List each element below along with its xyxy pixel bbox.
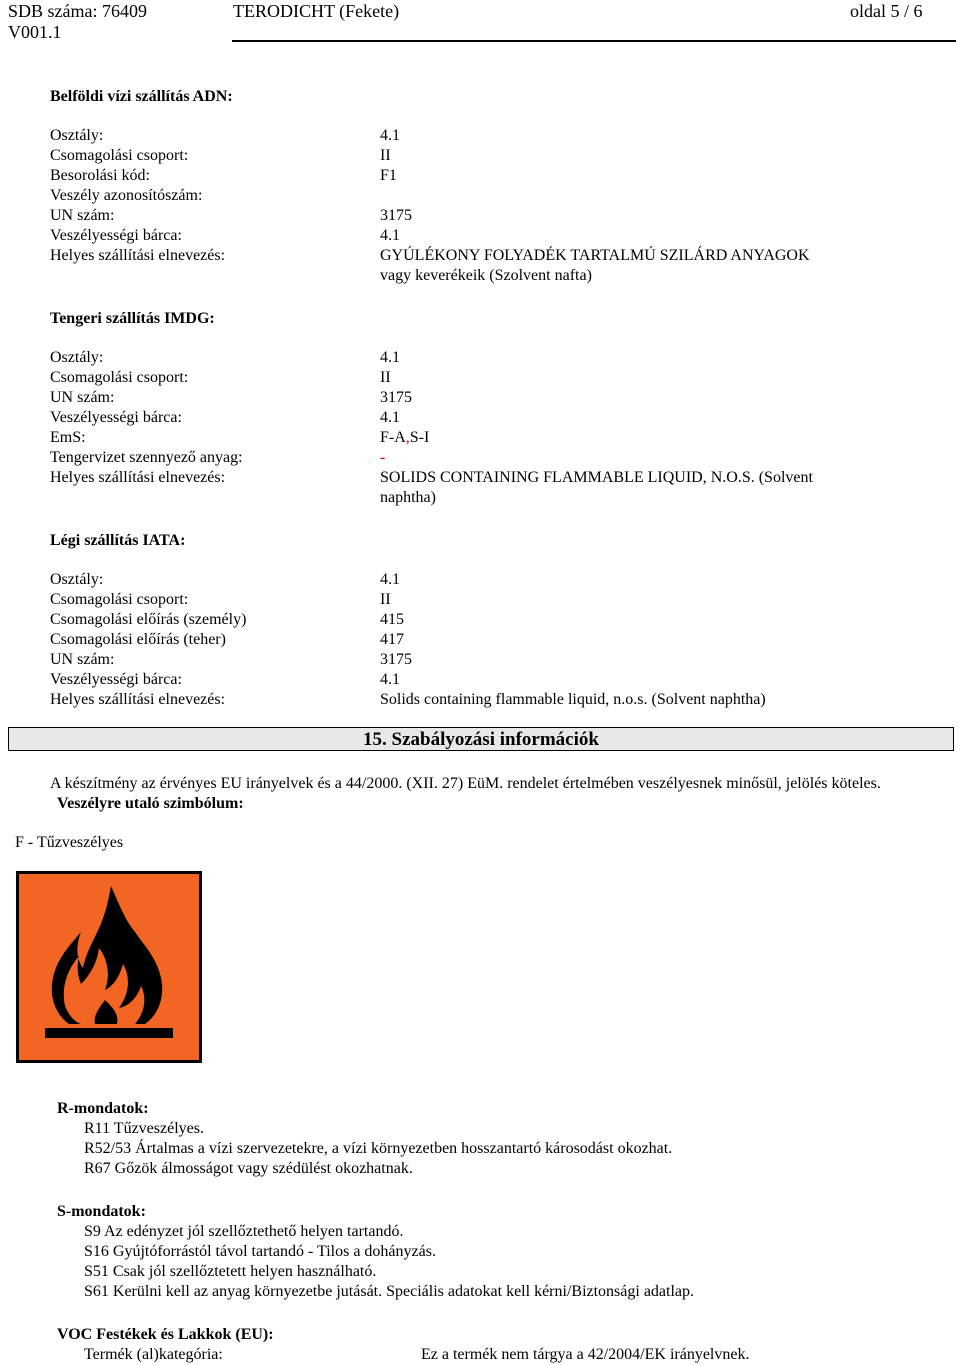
- imdg-value: SOLIDS CONTAINING FLAMMABLE LIQUID, N.O.S. (Solvent: [380, 469, 813, 486]
- product-name: TERODICHT (Fekete): [233, 1, 400, 21]
- ems-part-b: S-I: [409, 429, 430, 446]
- adn-label: Csomagolási csoport:: [50, 147, 189, 164]
- imdg-value: [380, 448, 385, 468]
- regulatory-intro: A készítmény az érvényes EU irányelvek és a 44/2000. (XII. 27) EüM. rendelet értelmében veszélyesnek minősül, jelölés köteles.: [50, 775, 881, 792]
- imdg-row: [50, 348, 930, 368]
- adn-label: Besorolási kód:: [50, 167, 150, 184]
- page-number: oldal 5 / 6: [850, 1, 923, 21]
- adn-row: [50, 206, 930, 226]
- adn-row: [50, 166, 930, 186]
- r-phrase: R67 Gőzök álmosságot vagy szédülést okozhatnak.: [84, 1160, 413, 1177]
- imdg-row: [50, 448, 930, 468]
- imdg-row: [50, 368, 930, 388]
- iata-row: [50, 670, 930, 690]
- adn-row: [50, 226, 930, 246]
- sdb-number: SDB száma: 76409: [8, 1, 147, 21]
- iata-value: 4.1: [380, 671, 400, 688]
- iata-value: II: [380, 591, 391, 608]
- s-phrase: S51 Csak jól szellőztetett helyen használható.: [84, 1263, 377, 1280]
- adn-row-continued: [50, 266, 930, 286]
- iata-heading: Légi szállítás IATA:: [50, 532, 186, 549]
- adn-label: Osztály:: [50, 127, 104, 144]
- iata-row: [50, 690, 930, 710]
- iata-value: 4.1: [380, 571, 400, 588]
- adn-value: 4.1: [380, 227, 400, 244]
- iata-value: Solids containing flammable liquid, n.o.s. (Solvent naphtha): [380, 691, 766, 708]
- r-phrases-heading: R-mondatok:: [57, 1100, 149, 1117]
- adn-value: F1: [380, 167, 397, 184]
- imdg-row: [50, 468, 930, 488]
- imdg-label: UN szám:: [50, 389, 115, 406]
- iata-row: [50, 610, 930, 630]
- adn-row: [50, 146, 930, 166]
- iata-label: Csomagolási csoport:: [50, 591, 189, 608]
- adn-value: GYÚLÉKONY FOLYADÉK TARTALMÚ SZILÁRD ANYAGOK: [380, 247, 810, 264]
- imdg-label: Helyes szállítási elnevezés:: [50, 469, 226, 486]
- s-phrase: S9 Az edényzet jól szellőztethető helyen tartandó.: [84, 1223, 404, 1240]
- flame-pictogram-icon: [19, 874, 199, 1060]
- iata-label: Csomagolási előírás (teher): [50, 631, 226, 648]
- adn-label: UN szám:: [50, 207, 115, 224]
- voc-label: Termék (al)kategória:: [84, 1346, 223, 1363]
- iata-label: Helyes szállítási elnevezés:: [50, 691, 226, 708]
- iata-label: Veszélyességi bárca:: [50, 671, 182, 688]
- ems-separator: ,: [405, 429, 410, 446]
- adn-value: II: [380, 147, 391, 164]
- adn-label: Veszélyességi bárca:: [50, 227, 182, 244]
- imdg-value: 4.1: [380, 409, 400, 426]
- iata-value: 417: [380, 631, 404, 648]
- adn-row: [50, 246, 930, 266]
- iata-value: 415: [380, 611, 404, 628]
- imdg-label: Csomagolási csoport:: [50, 369, 189, 386]
- imdg-row: [50, 408, 930, 428]
- imdg-label: Veszélyességi bárca:: [50, 409, 182, 426]
- flame-pictogram: [16, 871, 202, 1063]
- adn-row: [50, 186, 930, 206]
- iata-row: [50, 590, 930, 610]
- iata-value: 3175: [380, 651, 412, 668]
- imdg-row: [50, 428, 930, 448]
- adn-value: 3175: [380, 207, 412, 224]
- s-phrase: S61 Kerülni kell az anyag környezetbe jutását. Speciális adatokat kell kérni/Biztonsági adatlap.: [84, 1283, 695, 1300]
- iata-label: UN szám:: [50, 651, 115, 668]
- ems-part-a: F-A: [380, 429, 406, 446]
- adn-heading: Belföldi vízi szállítás ADN:: [50, 88, 233, 105]
- iata-row: [50, 650, 930, 670]
- adn-label: Helyes szállítási elnevezés:: [50, 247, 226, 264]
- hazard-symbol-heading: Veszélyre utaló szimbólum:: [57, 795, 244, 812]
- adn-row: [50, 126, 930, 146]
- iata-row: [50, 630, 930, 650]
- hazard-symbol-label: F - Tűzveszélyes: [15, 834, 124, 851]
- imdg-ems-value: [380, 428, 429, 448]
- voc-heading: VOC Festékek és Lakkok (EU):: [57, 1326, 274, 1343]
- adn-name-line2: vagy keverékeik (Szolvent nafta): [380, 267, 592, 284]
- adn-value: 4.1: [380, 127, 400, 144]
- imdg-label: Osztály:: [50, 349, 104, 366]
- imdg-label: EmS:: [50, 429, 86, 446]
- section-15-title: 15. Szabályozási információk: [8, 727, 954, 751]
- r-phrase: R52/53 Ártalmas a vízi szervezetekre, a vízi környezetben hosszantartó károsodást okozhat.: [84, 1140, 673, 1157]
- iata-label: Osztály:: [50, 571, 104, 588]
- imdg-value: II: [380, 369, 391, 386]
- imdg-value: 3175: [380, 389, 412, 406]
- imdg-row: [50, 388, 930, 408]
- marine-pollutant-value: -: [380, 449, 386, 466]
- imdg-value: 4.1: [380, 349, 400, 366]
- s-phrases-heading: S-mondatok:: [57, 1203, 146, 1220]
- s-phrase: S16 Gyújtóforrástól távol tartandó - Tilos a dohányzás.: [84, 1243, 436, 1260]
- version: V001.1: [8, 22, 62, 42]
- iata-label: Csomagolási előírás (személy): [50, 611, 247, 628]
- r-phrase: R11 Tűzveszélyes.: [84, 1120, 204, 1137]
- imdg-name-line2: naphtha): [380, 489, 436, 506]
- imdg-label: Tengervizet szennyező anyag:: [50, 449, 243, 466]
- imdg-heading: Tengeri szállítás IMDG:: [50, 310, 215, 327]
- adn-label: Veszély azonosítószám:: [50, 187, 203, 204]
- header-rule: [232, 40, 956, 42]
- voc-value: Ez a termék nem tárgya a 42/2004/EK irányelvnek.: [421, 1346, 750, 1363]
- iata-row: [50, 570, 930, 590]
- imdg-row-continued: [50, 488, 930, 508]
